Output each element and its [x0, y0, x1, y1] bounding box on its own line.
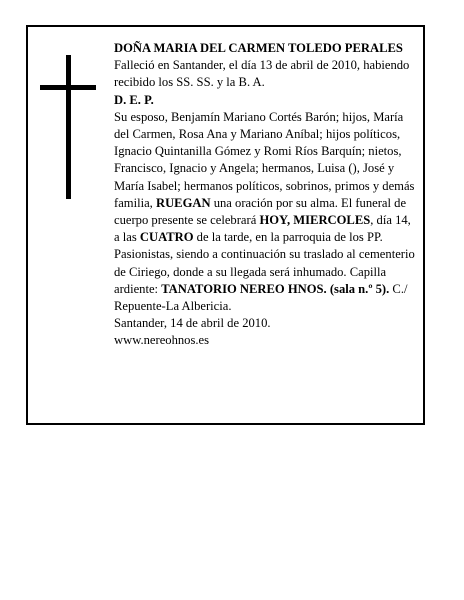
funeral-home-address: C./ Repuente-La Albericia. — [114, 281, 408, 314]
cross-icon — [40, 55, 96, 199]
funeral-home: TANATORIO NEREO HNOS. (sala n.º 5). — [161, 281, 390, 296]
rip-line: D. E. P. — [114, 92, 154, 107]
notice-text — [114, 40, 418, 350]
cross-vertical-bar — [66, 55, 71, 199]
church-text: de la tarde, en la parroquia de los PP. Pasionistas, siendo a continuación su traslado al cementerio de Ciriego, donde a su llegada será inhumado. Capilla ardiente: — [114, 230, 415, 296]
website: www.nereohnos.es — [114, 333, 210, 348]
family-paragraph — [114, 109, 418, 315]
obituary-notice — [26, 25, 425, 425]
funeral-hour: CUATRO — [139, 230, 194, 245]
place-date: Santander, 14 de abril de 2010. — [114, 316, 271, 331]
cross-horizontal-bar — [40, 85, 96, 90]
death-statement: Falleció en Santander, el día 13 de abril de 2010, habiendo recibido los SS. SS. y la B. A. — [114, 58, 410, 90]
prayer-text: una oración por su alma. El funeral de cuerpo presente se celebrará — [114, 195, 407, 228]
family-text: Su esposo, Benjamín Mariano Cortés Barón; hijos, María del Carmen, Rosa Ana y Mariano Aníbal; hijos políticos, Ignacio Quintanilla Gómez y Romi Ríos Barquín; nietos, Francisco, Ignacio y Angela; hermanos, Luisa (), José y María Isabel; hermanos políticos, sobrinos, primos y demás familia, — [114, 109, 415, 210]
deceased-name: DOÑA MARIA DEL CARMEN TOLEDO PERALES — [114, 41, 403, 55]
ruegan-word: RUEGAN — [155, 195, 211, 210]
date-text: , día 14, a las — [114, 213, 411, 245]
funeral-day: HOY, MIERCOLES — [259, 213, 371, 228]
